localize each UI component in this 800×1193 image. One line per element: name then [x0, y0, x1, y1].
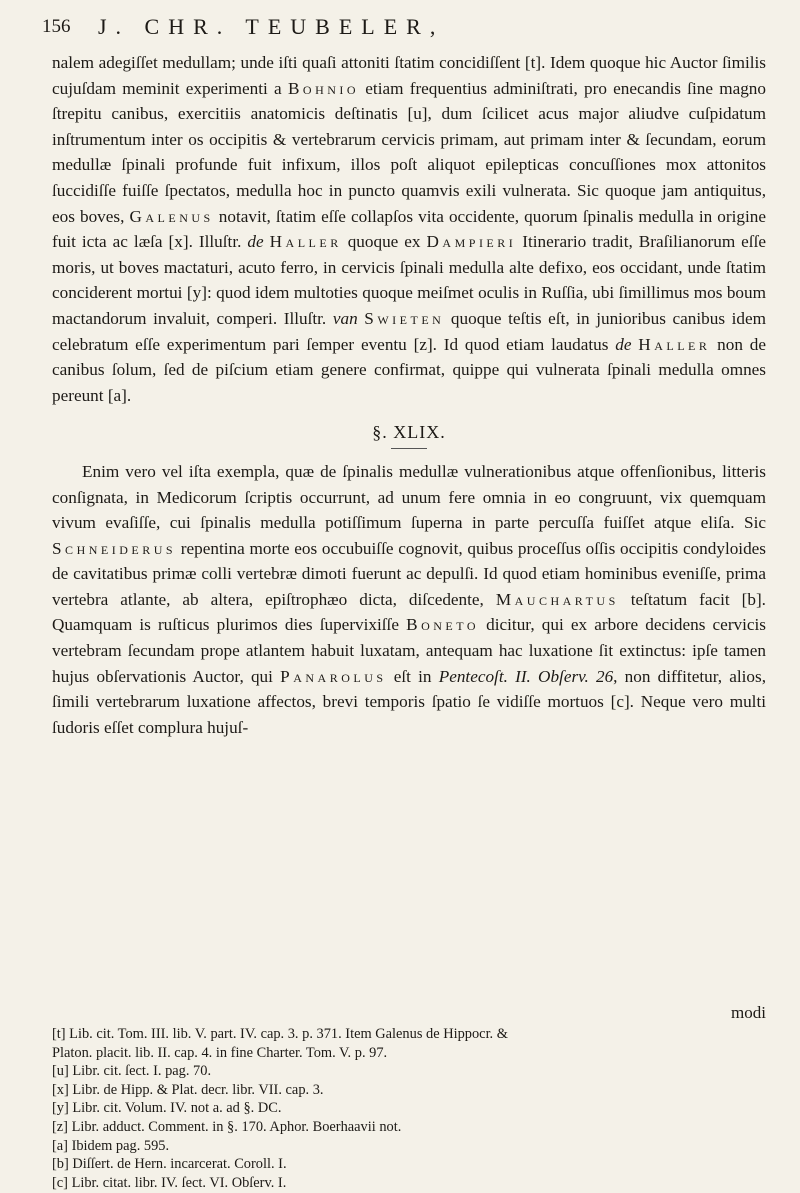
text-span: teſtatum facit [b]. Quamquam is ruſticus plurimos dies ſupervixiſſe [52, 589, 766, 635]
footnote: [y] Libr. cit. Volum. IV. not a. ad §. DC. [52, 1100, 282, 1117]
text-span: Enim vero vel iſta exempla, quæ de ſpinalis medullæ vulnerationibus atque offenſionibus, litteris conſignata, in Medicorum ſcriptis occurrunt, ad unum fere omnia in eo congruunt, vix quemquam vivum evaſiſſe, cui ſpinalis medulla potiſſimum ſuperna in parte percuſſa fuiſſet atque eliſa. Sic [52, 461, 766, 533]
particle: de [247, 232, 264, 252]
page-header [42, 14, 768, 44]
footnote: [a] Ibidem pag. 595. [52, 1137, 170, 1154]
author-name: Galenus [129, 206, 214, 226]
footnote: Platon. placit. lib. II. cap. 4. in fine Charter. Tom. V. p. 97. [52, 1044, 388, 1061]
footnote: [x] Libr. de Hipp. & Plat. decr. libr. VII. cap. 3. [52, 1081, 324, 1098]
particle: van [332, 308, 358, 328]
footnote: [b] Diſſert. de Hern. incarcerat. Coroll. I. [52, 1156, 287, 1173]
section-heading: §. XLIX. [372, 422, 446, 443]
text-span: dicitur, qui ex arbore decidens cervicis vertebram ſecundam prope atlantem habuit luxatam, antequam hac luxatione ſit extinctus: ipſe tamen hujus obſervationis Auctor, qui [52, 615, 766, 686]
footnote: [c] Libr. citat. libr. IV. ſect. VI. Obſerv. I. [52, 1174, 287, 1191]
text-span: etiam frequentius adminiſtrati, pro enecandis ſine magno ſtrepitu canibus, exercitiis anatomicis deſtinatis [u], dum ſcilicet acus major aliudve cuſpidatum inſtrumentum inter os occipitis & vertebrarum cervicis primam, aut primam inter & ſecundam, eorum medullæ ſpinali profunde fuit infixum, illos poſt aliquot epilepticas concuſſiones mox attonitos ſuccidiſſe fuiſſe ſpectatos, medulla hoc in puncto quamvis exili vulnerata. Sic quoque jam antiquitus, eos boves, [52, 78, 766, 226]
footnote: [z] Libr. adduct. Comment. in §. 170. Aphor. Boerhaavii not. [52, 1118, 402, 1135]
text-span: notavit, ſtatim eſſe collapſos vita occidente, quorum ſpinalis medulla in origine fuit icta ac læſa [x]. Illuſtr. [52, 206, 766, 252]
text-span: repentina morte eos occubuiſſe cognovit, quibus proceſſus oſſis occipitis condyloides de cavitatibus primæ colli vertebræ dimoti fuerunt ac depulſi. Id quod etiam hominibus eveniſſe, prima vertebra atlante, ab altera, epiſtrophæo dicta, diſcedente, [52, 538, 766, 609]
author-name: Schneiderus [52, 538, 177, 558]
text-span: eſt in [386, 666, 439, 686]
main-text [52, 50, 766, 740]
footnotes [52, 1025, 766, 1192]
author-name: Mauchartus [495, 589, 619, 609]
catchword: modi [731, 1003, 766, 1022]
particle: de [615, 334, 632, 354]
work-title: Pentecoſt. II. Obſerv. 26 [438, 666, 614, 686]
text-span: non de canibus ſolum, ſed de piſcium etiam genere confirmat, quippe qui vulnerata ſpinali medulla omnes pereunt [a]. [52, 334, 767, 405]
text-span: Itinerario tradit, Braſilianorum eſſe moris, ut boves mactaturi, acuto ferro, in cervicis ſpinali medulla alte defixo, eos occidant, unde ſtatim conciderent mortui [y]: quod idem multoties quoque meiſmet oculis in Ruſſia, ubi ſimillimus mos boum mactandorum invaluit, comperi. Illuſtr. [52, 232, 766, 328]
text-span: , non diffitetur, alios, ſimili vertebrarum luxatione affectos, brevi temporis ſpatio ſe vidiſſe mortuos [c]. Neque vero multi ſudoris eſſet complura hujuſ- [52, 666, 766, 737]
author-name: Dampieri [426, 232, 517, 252]
author-name: Haller [269, 232, 342, 252]
text-span: quoque ex [341, 232, 427, 252]
footnote: [t] Lib. cit. Tom. III. lib. V. part. IV. cap. 3. p. 371. Item Galenus de Hippocr. & [52, 1026, 508, 1042]
running-head: J. CHR. TEUBELER, [98, 14, 445, 39]
author-name: Swieten [364, 308, 445, 328]
section-divider [391, 448, 427, 449]
page-number: 156 [42, 16, 71, 37]
text-span: quoque teſtis eſt, in junioribus canibus idem celebratum eſſe experimentum pari ſemper eventu [z]. Id quod etiam laudatus [52, 308, 767, 354]
footnote: [u] Libr. cit. ſect. I. pag. 70. [52, 1063, 212, 1080]
text-span: nalem adegiſſet medullam; unde iſti quaſi attoniti ſtatim concidiſſent [t]. Idem quoque hic Auctor ſimilis cujuſdam meminit experimenti a [52, 53, 766, 98]
author-name: Haller [638, 334, 711, 354]
author-name: Boneto [406, 615, 480, 635]
author-name: Panarolus [280, 666, 387, 686]
paragraph-2 [52, 459, 766, 741]
author-name: Bohnio [287, 78, 360, 98]
paragraph-1 [52, 50, 766, 408]
